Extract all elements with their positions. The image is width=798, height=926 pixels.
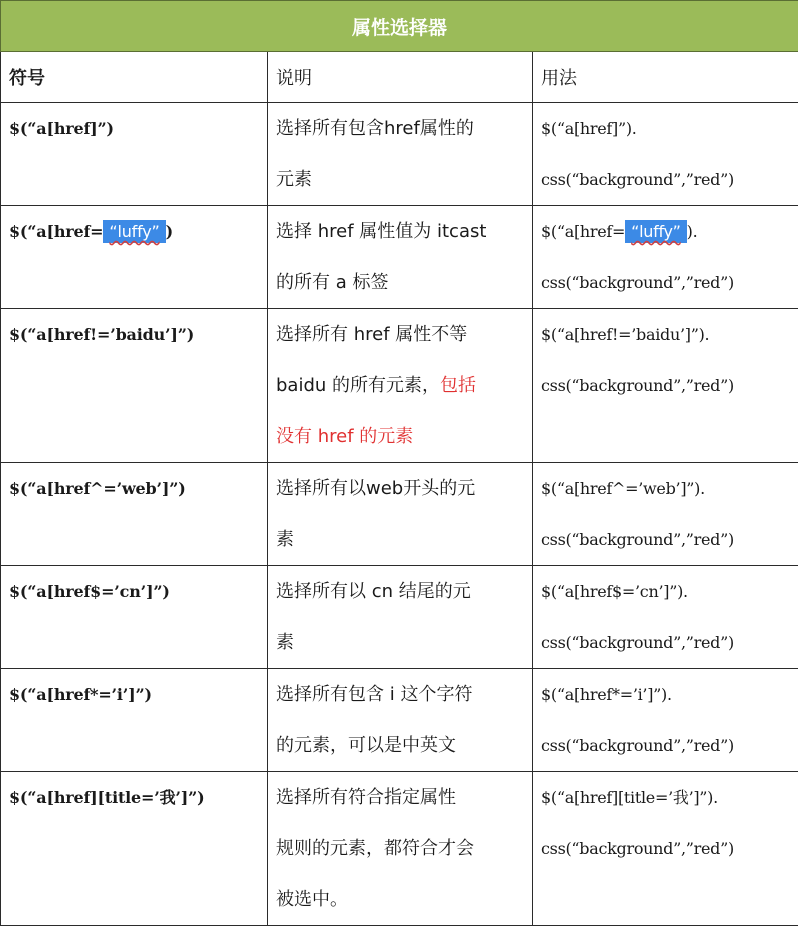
description-line: 规则的元素，都符合才会 xyxy=(276,823,524,874)
description-red-text: 包括 xyxy=(440,375,476,396)
description-line: 选择 href 属性值为 itcast xyxy=(276,206,524,257)
symbol-prefix: $(“a[href= xyxy=(9,222,103,241)
usage-line: css(“background”,”red”) xyxy=(541,514,790,565)
usage-line: css(“background”,”red”) xyxy=(541,257,790,308)
usage-line: css(“background”,”red”) xyxy=(541,823,790,874)
table-title: 属性选择器 xyxy=(1,1,798,52)
description-line: 选择所有 href 属性不等 xyxy=(276,309,524,360)
description-line: 素 xyxy=(276,514,524,565)
usage-line: $(“a[href!=’baidu’]”). xyxy=(541,309,790,360)
description-line: 选择所有包含href属性的 xyxy=(276,103,524,154)
description-line: 被选中。 xyxy=(276,874,524,925)
header-usage: 用法 xyxy=(533,52,798,103)
symbol-cell xyxy=(1,206,268,309)
table-row xyxy=(1,772,798,926)
symbol-text: $(“a[href][title=’我’]”) xyxy=(9,788,205,807)
usage-cell xyxy=(533,463,798,566)
usage-cell xyxy=(533,669,798,772)
selected-text-highlight[interactable]: “luffy” xyxy=(103,220,165,243)
description-cell xyxy=(268,669,533,772)
description-cell xyxy=(268,309,533,463)
usage-line: css(“background”,”red”) xyxy=(541,360,790,411)
usage-cell xyxy=(533,206,798,309)
usage-cell xyxy=(533,103,798,206)
symbol-text: $(“a[href!=’baidu’]”) xyxy=(9,325,194,344)
symbol-cell xyxy=(1,103,268,206)
description-line xyxy=(276,360,524,411)
symbol-cell xyxy=(1,463,268,566)
description-cell xyxy=(268,772,533,926)
header-symbol: 符号 xyxy=(1,52,268,103)
table-row xyxy=(1,103,798,206)
usage-line: $(“a[href$=’cn’]”). xyxy=(541,566,790,617)
usage-suffix: ). xyxy=(687,222,698,241)
description-cell xyxy=(268,103,533,206)
usage-line: $(“a[href^=’web’]”). xyxy=(541,463,790,514)
usage-cell xyxy=(533,772,798,926)
usage-cell xyxy=(533,309,798,463)
description-text: baidu 的所有元素， xyxy=(276,375,440,396)
usage-line: css(“background”,”red”) xyxy=(541,154,790,205)
symbol-cell xyxy=(1,566,268,669)
table-title-row xyxy=(1,1,798,52)
table-row xyxy=(1,463,798,566)
description-line: 的所有 a 标签 xyxy=(276,257,524,308)
description-red-line: 没有 href 的元素 xyxy=(276,411,524,462)
description-line: 选择所有以 cn 结尾的元 xyxy=(276,566,524,617)
description-line: 的元素，可以是中英文 xyxy=(276,720,524,771)
usage-line: $(“a[href*=’i’]”). xyxy=(541,669,790,720)
symbol-text: $(“a[href$=’cn’]”) xyxy=(9,582,170,601)
description-line: 选择所有包含 i 这个字符 xyxy=(276,669,524,720)
description-line: 元素 xyxy=(276,154,524,205)
symbol-cell xyxy=(1,669,268,772)
usage-prefix: $(“a[href= xyxy=(541,222,625,241)
header-description: 说明 xyxy=(268,52,533,103)
usage-line: $(“a[href][title=’我’]”). xyxy=(541,772,790,823)
symbol-cell xyxy=(1,772,268,926)
description-cell xyxy=(268,463,533,566)
symbol-text: $(“a[href^=’web’]”) xyxy=(9,479,186,498)
table-row xyxy=(1,309,798,463)
symbol-suffix: ) xyxy=(166,222,173,241)
usage-line: css(“background”,”red”) xyxy=(541,617,790,668)
symbol-cell xyxy=(1,309,268,463)
table-row xyxy=(1,206,798,309)
usage-line: css(“background”,”red”) xyxy=(541,720,790,771)
table-header-row xyxy=(1,52,798,103)
usage-line xyxy=(541,206,790,257)
description-cell xyxy=(268,206,533,309)
description-line: 素 xyxy=(276,617,524,668)
symbol-text: $(“a[href*=’i’]”) xyxy=(9,685,152,704)
symbol-text: $(“a[href]”) xyxy=(9,119,114,138)
usage-line: $(“a[href]”). xyxy=(541,103,790,154)
description-line: 选择所有以web开头的元 xyxy=(276,463,524,514)
description-cell xyxy=(268,566,533,669)
table-row xyxy=(1,669,798,772)
table-row xyxy=(1,566,798,669)
description-line: 选择所有符合指定属性 xyxy=(276,772,524,823)
usage-cell xyxy=(533,566,798,669)
selected-text-highlight[interactable]: “luffy” xyxy=(625,220,687,243)
